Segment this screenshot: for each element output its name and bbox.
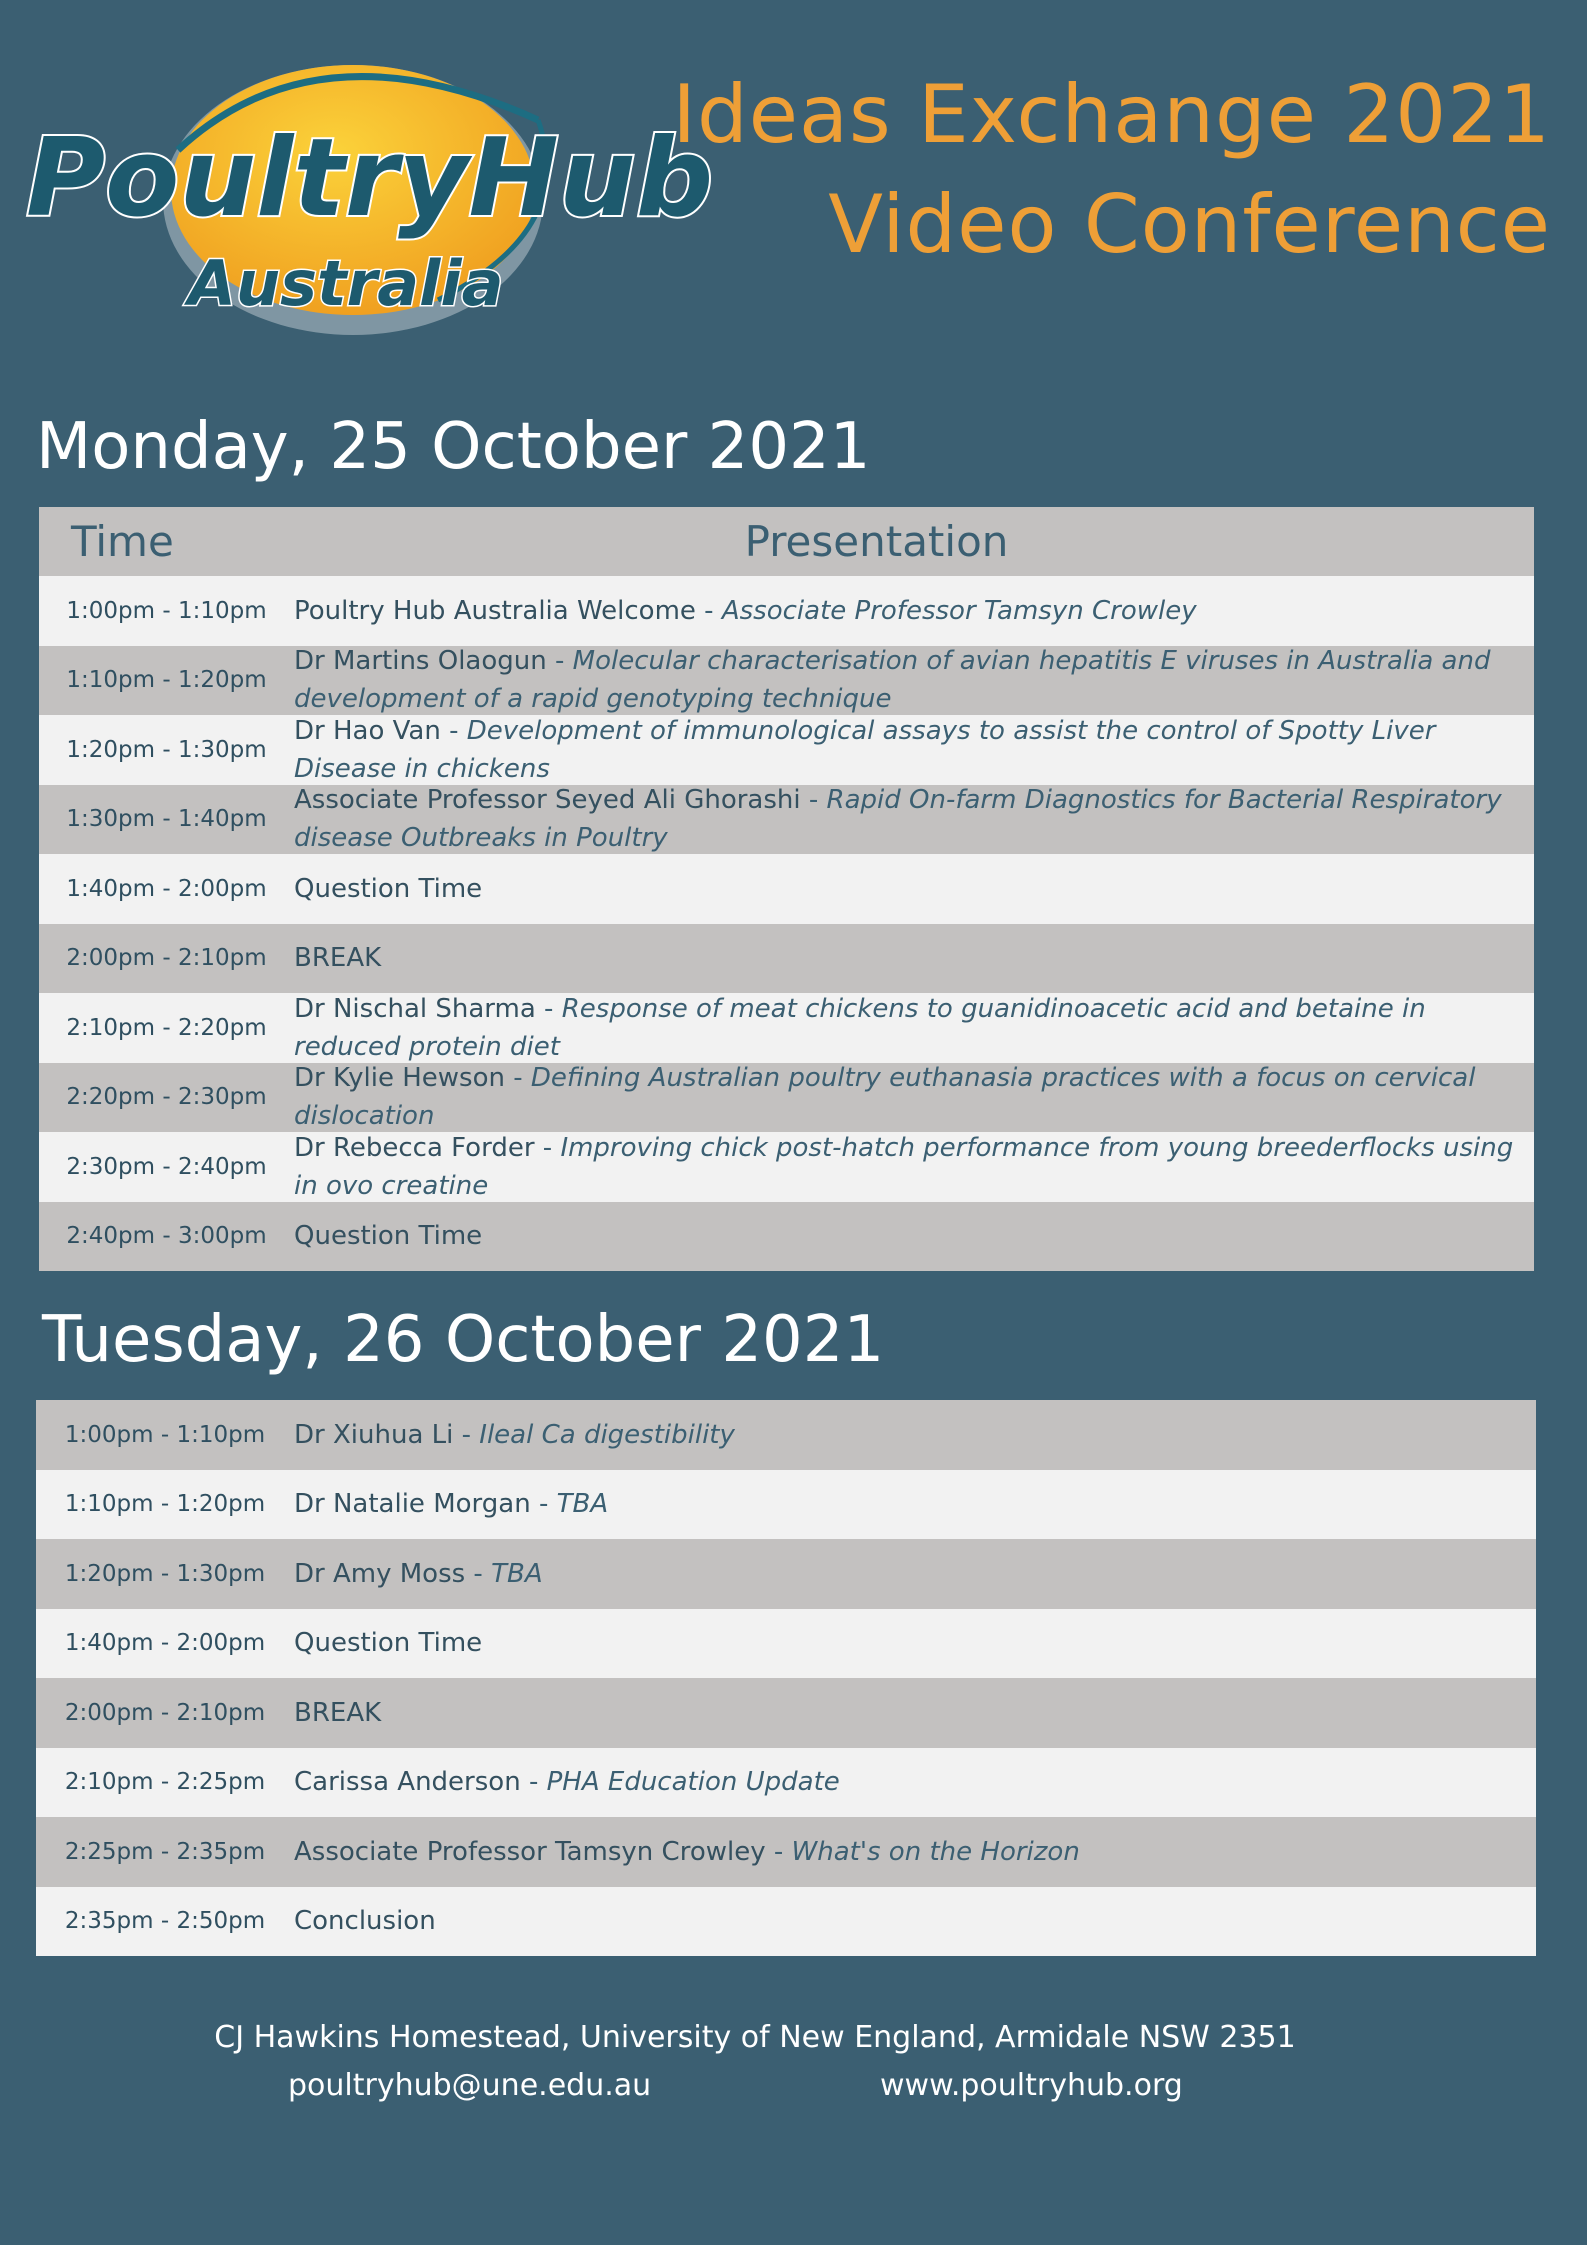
row-time: 1:20pm - 1:30pm bbox=[66, 736, 267, 763]
table-row bbox=[36, 1748, 1536, 1818]
row-topic: Development of immunological assays to assist the control of Spotty Liver Disease in chickens bbox=[294, 715, 1436, 784]
row-presentation bbox=[294, 1624, 1536, 1662]
row-presentation bbox=[294, 870, 1534, 908]
row-presentation bbox=[294, 592, 1534, 630]
day1-heading: Monday, 25 October 2021 bbox=[36, 410, 871, 484]
row-speaker: Question Time bbox=[294, 873, 483, 904]
footer-website-link[interactable]: www.poultryhub.org bbox=[880, 2068, 1183, 2103]
row-time: 2:30pm - 2:40pm bbox=[66, 1153, 267, 1180]
title-line-1: Ideas Exchange 2021 bbox=[672, 68, 1551, 161]
row-speaker: Dr Natalie Morgan bbox=[294, 1489, 531, 1520]
table-row bbox=[36, 1400, 1536, 1470]
svg-text:PoultryHub: PoultryHub bbox=[26, 116, 714, 241]
column-header-time: Time bbox=[71, 517, 174, 566]
row-speaker: Conclusion bbox=[294, 1906, 436, 1937]
row-sep: - bbox=[453, 1419, 480, 1450]
row-topic: Improving chick post-hatch performance from young breederflocks using in ovo creatine bbox=[294, 1132, 1514, 1201]
row-time: 2:20pm - 2:30pm bbox=[66, 1084, 267, 1111]
row-time: 2:10pm - 2:25pm bbox=[64, 1769, 266, 1796]
table-row bbox=[39, 1132, 1534, 1202]
row-time: 1:10pm - 1:20pm bbox=[64, 1491, 266, 1518]
event-title bbox=[672, 60, 1551, 280]
title-line-2: Video Conference bbox=[828, 178, 1551, 271]
row-sep: - bbox=[695, 595, 722, 626]
row-topic: What's on the Horizon bbox=[791, 1836, 1080, 1867]
row-presentation bbox=[294, 1129, 1534, 1205]
table-row bbox=[36, 1817, 1536, 1887]
row-time: 1:00pm - 1:10pm bbox=[66, 597, 267, 624]
row-sep: - bbox=[546, 646, 573, 677]
row-presentation bbox=[294, 1694, 1536, 1732]
row-sep: - bbox=[465, 1558, 492, 1589]
row-time: 1:40pm - 2:00pm bbox=[66, 875, 267, 902]
column-header-presentation: Presentation bbox=[744, 517, 1009, 566]
row-sep: - bbox=[534, 1132, 561, 1163]
row-presentation bbox=[294, 990, 1534, 1066]
row-presentation bbox=[294, 1555, 1536, 1593]
row-speaker: Dr Martins Olaogun bbox=[294, 646, 547, 677]
row-speaker: Associate Professor Seyed Ali Ghorashi bbox=[294, 785, 801, 816]
row-topic: TBA bbox=[491, 1558, 543, 1589]
row-presentation bbox=[294, 712, 1534, 788]
row-time: 1:30pm - 1:40pm bbox=[66, 806, 267, 833]
row-presentation bbox=[294, 642, 1534, 718]
table-row bbox=[39, 576, 1534, 646]
row-time: 2:10pm - 2:20pm bbox=[66, 1014, 267, 1041]
row-speaker: Dr Kylie Hewson bbox=[294, 1063, 505, 1094]
day2-heading: Tuesday, 26 October 2021 bbox=[42, 1303, 885, 1377]
row-topic: Defining Australian poultry euthanasia practices with a focus on cervical dislocation bbox=[294, 1063, 1476, 1132]
table-header bbox=[39, 507, 1534, 576]
table-row bbox=[36, 1609, 1536, 1679]
table-row bbox=[39, 715, 1534, 785]
table-row bbox=[39, 993, 1534, 1063]
row-presentation bbox=[294, 939, 1534, 977]
table-row bbox=[39, 854, 1534, 924]
row-time: 2:40pm - 3:00pm bbox=[66, 1223, 267, 1250]
row-sep: - bbox=[535, 993, 562, 1024]
row-sep: - bbox=[504, 1063, 531, 1094]
row-presentation bbox=[294, 1763, 1536, 1801]
row-speaker: Dr Xiuhua Li bbox=[294, 1419, 454, 1450]
table-row bbox=[39, 646, 1534, 716]
row-speaker: Dr Rebecca Forder bbox=[294, 1132, 535, 1163]
table-row bbox=[39, 1063, 1534, 1133]
row-presentation bbox=[294, 1485, 1536, 1523]
table-row bbox=[36, 1887, 1536, 1957]
row-speaker: Question Time bbox=[294, 1628, 483, 1659]
row-speaker: Carissa Anderson bbox=[294, 1767, 521, 1798]
row-presentation bbox=[294, 1902, 1536, 1940]
table-row bbox=[39, 1202, 1534, 1272]
footer-address: CJ Hawkins Homestead, University of New England, Armidale NSW 2351 bbox=[214, 2020, 1296, 2055]
row-speaker: Poultry Hub Australia Welcome bbox=[294, 595, 696, 626]
row-presentation bbox=[294, 1059, 1534, 1135]
day2-schedule-table bbox=[36, 1400, 1536, 1956]
row-sep: - bbox=[520, 1767, 547, 1798]
row-presentation bbox=[294, 1833, 1536, 1871]
row-speaker: Dr Amy Moss bbox=[294, 1558, 466, 1589]
row-speaker: Dr Hao Van bbox=[294, 715, 441, 746]
row-presentation bbox=[294, 781, 1534, 857]
table-row bbox=[39, 924, 1534, 994]
day1-schedule-table bbox=[39, 507, 1534, 1271]
row-time: 1:20pm - 1:30pm bbox=[64, 1560, 266, 1587]
row-sep: - bbox=[765, 1836, 792, 1867]
row-topic: Rapid On-farm Diagnostics for Bacterial Respiratory disease Outbreaks in Poultry bbox=[294, 785, 1502, 854]
row-speaker: BREAK bbox=[294, 1697, 382, 1728]
row-time: 1:40pm - 2:00pm bbox=[64, 1630, 266, 1657]
row-speaker: Question Time bbox=[294, 1221, 483, 1252]
row-speaker: Dr Nischal Sharma bbox=[294, 993, 536, 1024]
row-time: 2:25pm - 2:35pm bbox=[64, 1838, 266, 1865]
row-topic: Response of meat chickens to guanidinoacetic acid and betaine in reduced protein diet bbox=[294, 993, 1426, 1062]
row-presentation bbox=[294, 1217, 1534, 1255]
row-speaker: Associate Professor Tamsyn Crowley bbox=[294, 1836, 766, 1867]
row-sep: - bbox=[440, 715, 467, 746]
row-sep: - bbox=[800, 785, 827, 816]
row-topic: Molecular characterisation of avian hepatitis E viruses in Australia and development of a rapid genotyping technique bbox=[294, 646, 1491, 715]
row-topic: TBA bbox=[556, 1489, 609, 1520]
row-topic: Associate Professor Tamsyn Crowley bbox=[721, 595, 1197, 626]
row-speaker: BREAK bbox=[294, 943, 382, 974]
table-row bbox=[36, 1678, 1536, 1748]
row-topic: Ileal Ca digestibility bbox=[479, 1419, 735, 1450]
svg-text:Australia: Australia bbox=[188, 247, 504, 320]
row-time: 1:00pm - 1:10pm bbox=[64, 1421, 266, 1448]
footer-email-link[interactable]: poultryhub@une.edu.au bbox=[288, 2068, 652, 2103]
row-time: 1:10pm - 1:20pm bbox=[66, 667, 267, 694]
table-row bbox=[39, 785, 1534, 855]
table-row bbox=[36, 1539, 1536, 1609]
table-row bbox=[36, 1470, 1536, 1540]
row-topic: PHA Education Update bbox=[546, 1767, 840, 1798]
row-sep: - bbox=[530, 1489, 557, 1520]
row-presentation bbox=[294, 1416, 1536, 1454]
row-time: 2:35pm - 2:50pm bbox=[64, 1908, 266, 1935]
row-time: 2:00pm - 2:10pm bbox=[66, 945, 267, 972]
row-time: 2:00pm - 2:10pm bbox=[64, 1699, 266, 1726]
poultryhub-logo bbox=[18, 30, 714, 350]
